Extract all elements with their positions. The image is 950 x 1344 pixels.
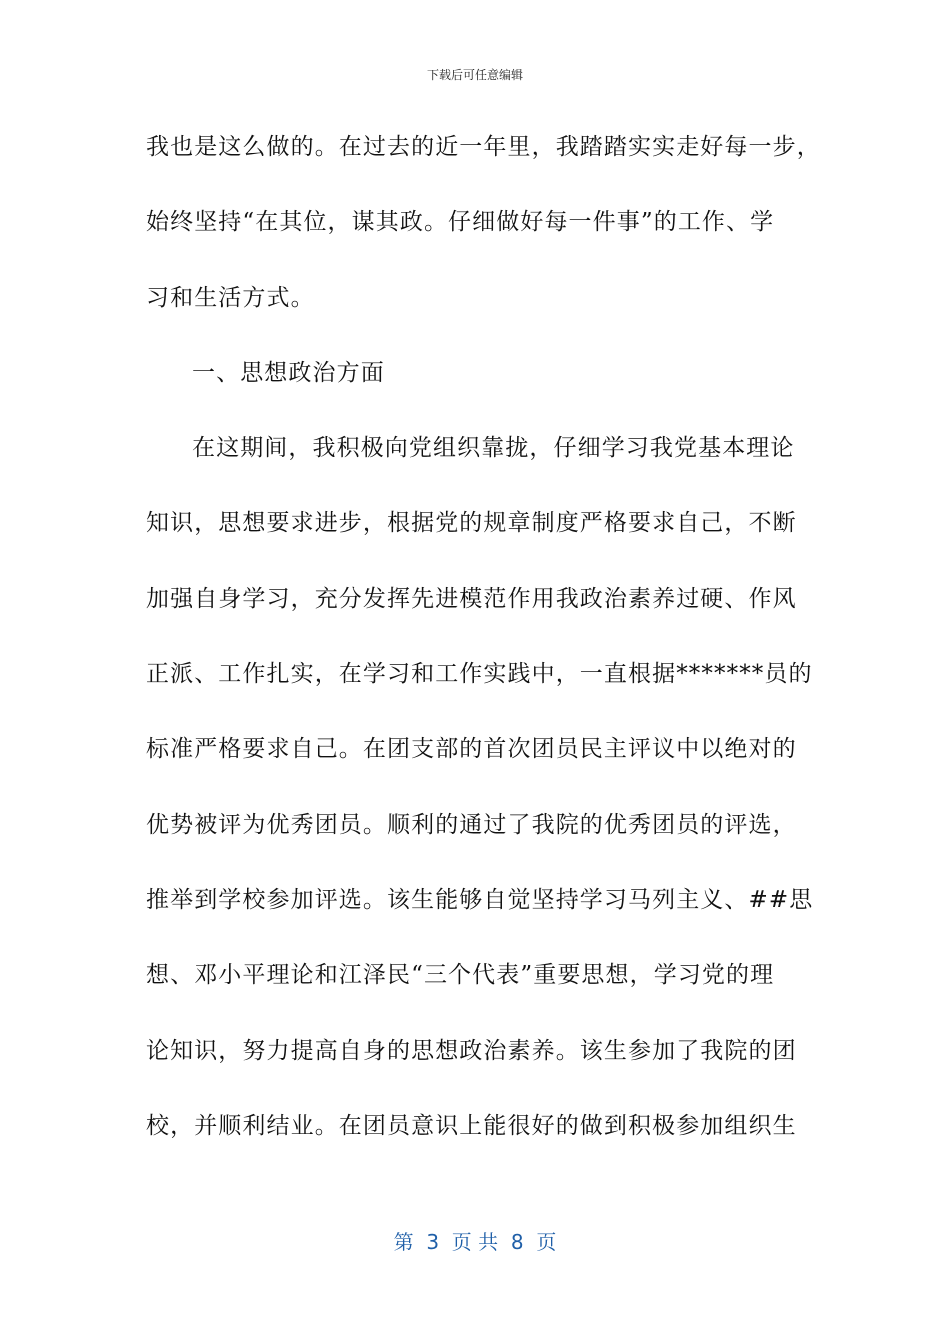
body-line-3: 习和生活方式。 (146, 284, 315, 311)
body-line-7: 加强自身学习，充分发挥先进模范作用我政治素养过硬、作风 (146, 585, 797, 612)
body-line-11: 推举到学校参加评选。该生能够自觉坚持学习马列主义、##思 (146, 886, 814, 913)
page-number-footer: 第 3 页 共 8 页 (393, 1230, 557, 1254)
document-body (146, 122, 821, 1176)
body-line-13: 论知识，努力提高自身的思想政治素养。该生参加了我院的团 (146, 1037, 797, 1064)
body-line-2: 始终坚持“在其位，谋其政。仔细做好每一件事”的工作、学 (146, 209, 775, 236)
body-line-12: 想、邓小平理论和江泽民“三个代表”重要思想，学习党的理 (146, 962, 775, 989)
body-line-1: 我也是这么做的。在过去的近一年里，我踏踏实实走好每一步， (146, 134, 821, 160)
page-header-note: 下载后可任意编辑 (426, 68, 523, 82)
body-line-10: 优势被评为优秀团员。顺利的通过了我院的优秀团员的评选， (146, 811, 797, 838)
body-line-14: 校，并顺利结业。在团员意识上能很好的做到积极参加组织生 (146, 1112, 797, 1139)
body-line-6: 知识，思想要求进步，根据党的规章制度严格要求自己，不断 (146, 510, 797, 537)
body-line-9: 标准严格要求自己。在团支部的首次团员民主评议中以绝对的 (146, 736, 797, 763)
body-line-8: 正派、工作扎实，在学习和工作实践中，一直根据*******员的 (146, 661, 813, 688)
body-line-5: 在这期间，我积极向党组织靠拢，仔细学习我党基本理论 (192, 435, 795, 462)
section-heading: 一、思想政治方面 (192, 359, 385, 386)
